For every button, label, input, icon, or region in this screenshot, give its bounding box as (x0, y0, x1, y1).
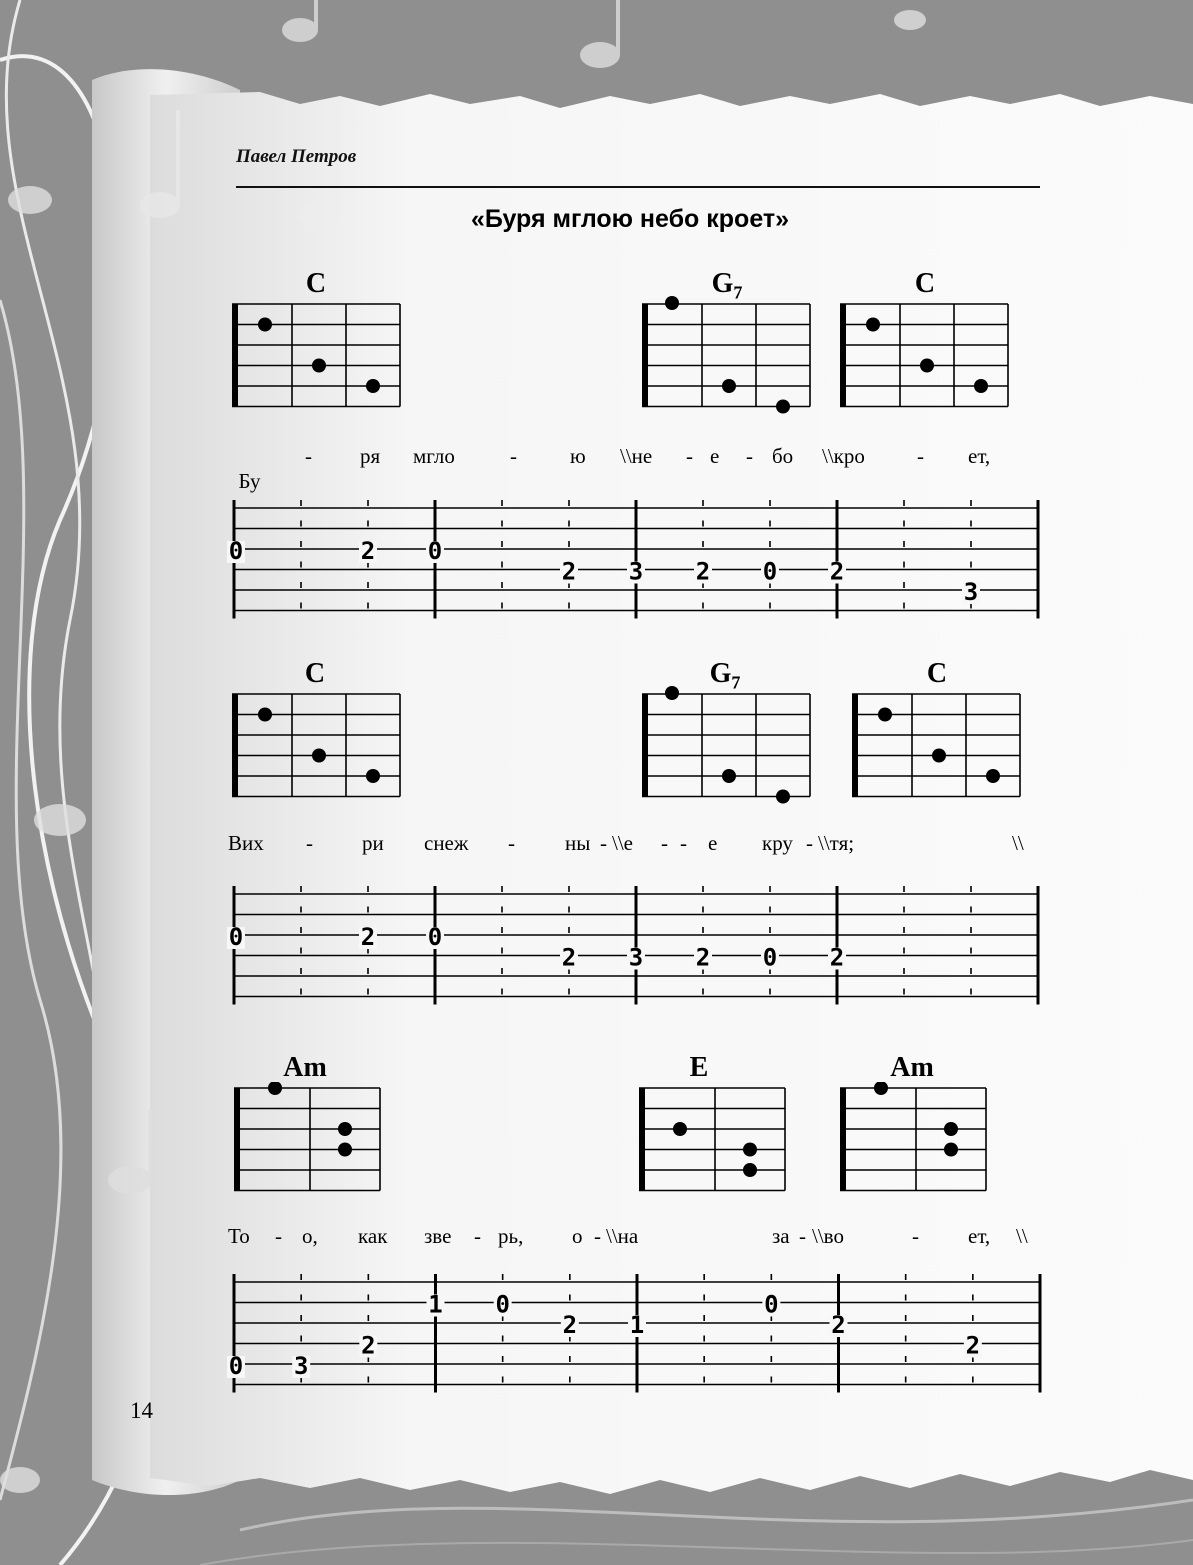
lyric-syllable: \\не (620, 444, 653, 468)
guitar-tab-staff (226, 882, 1046, 1012)
guitar-tab-staff (226, 496, 1046, 626)
chord-nut (840, 304, 846, 407)
tab-fret-number: 2 (965, 1331, 981, 1360)
author-name: Павел Петров (236, 146, 357, 167)
lyric-syllable: То (228, 1224, 250, 1248)
chord-name: $G_7$ (709, 658, 741, 693)
finger-dot (874, 1082, 888, 1095)
finger-dot (665, 686, 679, 700)
lyric-syllable: за (772, 1224, 790, 1248)
finger-dot (974, 379, 988, 393)
lyric-syllable: ю (570, 444, 586, 468)
finger-dot (268, 1082, 282, 1095)
finger-dot (338, 1122, 352, 1136)
chord-name: Am (283, 1052, 327, 1083)
lyric-syllable: мгло (413, 444, 455, 468)
chord-diagram-g7 (636, 682, 816, 804)
lyric-syllable: \\ (1012, 831, 1024, 855)
chord-diagram-c (846, 688, 1026, 804)
tab-fret-number: 0 (427, 537, 443, 565)
tab-fret-number: 0 (762, 557, 778, 586)
finger-dot (944, 1143, 958, 1157)
chord-diagram-am (228, 1082, 388, 1198)
lyric-syllable: \\во (812, 1224, 844, 1248)
lyric-syllable: - (661, 831, 668, 855)
tab-fret-number: 2 (561, 943, 577, 972)
chord-diagram-c (834, 298, 1014, 414)
chord-name: E (689, 1052, 709, 1083)
lyric-syllable: \\кро (822, 444, 865, 468)
lyric-syllable: ет, (968, 444, 991, 468)
finger-dot (743, 1163, 757, 1177)
lyric-syllable: - (799, 1224, 806, 1248)
lyric-syllable: ны (565, 831, 591, 855)
tab-fret-number: 2 (360, 923, 376, 951)
lyric-syllable: - (600, 831, 607, 855)
tab-fret-number: 0 (228, 923, 244, 951)
lyric-syllable: - (686, 444, 693, 468)
lyric-syllable: е (708, 831, 718, 855)
lyric-syllable: - (917, 444, 924, 468)
tab-fret-number: 0 (228, 537, 244, 565)
tab-fret-number: 3 (963, 578, 979, 606)
chord-name: C (914, 268, 936, 299)
tab-fret-number: 0 (764, 1290, 779, 1319)
lyric-syllable: - (508, 831, 515, 855)
lyric-syllable: - (275, 1224, 282, 1248)
tab-fret-number: 2 (831, 1311, 846, 1339)
lyric-syllable: - (806, 831, 813, 855)
finger-dot (776, 790, 790, 804)
lyric-syllable: \\е (612, 831, 633, 855)
tab-fret-number: 0 (427, 923, 443, 951)
lyric-syllable: \\на (606, 1224, 639, 1248)
finger-dot (673, 1122, 687, 1136)
lyric-syllable: - (474, 1224, 481, 1248)
tab-fret-number: 3 (628, 943, 644, 972)
tab-fret-number: 0 (762, 943, 778, 972)
chord-name: C (305, 268, 327, 299)
lyric-syllable: е (710, 444, 720, 468)
lyric-syllable: как (358, 1224, 388, 1248)
tab-fret-number: 2 (561, 557, 577, 586)
lyric-syllable: ря (360, 444, 381, 468)
lyric-syllable: \\тя; (818, 831, 855, 855)
lyric-syllable: \\ (1016, 1224, 1028, 1248)
tab-fret-number: 3 (628, 557, 644, 586)
chord-nut (642, 304, 648, 407)
finger-dot (722, 769, 736, 783)
chord-diagram-am (834, 1082, 994, 1198)
chord-diagram-c (226, 688, 406, 804)
lyric-syllable: рь, (498, 1224, 524, 1248)
lyric-syllable: о, (302, 1224, 318, 1248)
lyric-syllable: ри (362, 831, 384, 855)
lyric-syllable: - (746, 444, 753, 468)
lyric-syllable: - (306, 831, 313, 855)
tab-fret-number: 2 (695, 943, 711, 972)
tab-fret-number: 0 (495, 1290, 510, 1319)
lyric-syllable: - (510, 444, 517, 468)
guitar-tab-staff (226, 1270, 1048, 1400)
header-rule (236, 186, 1040, 188)
tab-fret-number: 1 (428, 1290, 443, 1319)
finger-dot (866, 318, 880, 332)
tab-fret-number: 2 (695, 557, 711, 586)
chord-nut (232, 694, 238, 797)
finger-dot (366, 379, 380, 393)
lyric-syllable: бо (772, 444, 794, 468)
finger-dot (920, 359, 934, 373)
lyric-syllable: зве (424, 1224, 452, 1248)
chord-diagram-e (633, 1082, 793, 1198)
page-number: 14 (130, 1398, 153, 1423)
chord-name: $G_7$ (711, 268, 743, 303)
lyric-syllable: снеж (424, 831, 469, 855)
chord-diagram-c (226, 298, 406, 414)
lyric-syllable: Вих (228, 831, 264, 855)
finger-dot (986, 769, 1000, 783)
chord-nut (234, 1088, 240, 1191)
tab-fret-number: 2 (562, 1311, 578, 1339)
tab-fret-number: 2 (829, 943, 845, 972)
tab-fret-number: 1 (629, 1311, 645, 1339)
lyric-syllable: - (680, 831, 687, 855)
chord-name: C (304, 658, 326, 689)
chord-nut (852, 694, 858, 797)
finger-dot (878, 708, 892, 722)
lyric-syllable: - (305, 444, 312, 468)
lyric-syllable: - (912, 1224, 919, 1248)
lyric-syllable: ет, (968, 1224, 991, 1248)
finger-dot (665, 296, 679, 310)
lyric-line: Бу (238, 469, 261, 493)
tab-fret-number: 2 (360, 537, 376, 565)
finger-dot (944, 1122, 958, 1136)
finger-dot (258, 708, 272, 722)
finger-dot (338, 1143, 352, 1157)
tab-fret-number: 2 (829, 557, 845, 586)
chord-diagram-g7 (636, 292, 816, 414)
chord-nut (840, 1088, 846, 1191)
finger-dot (722, 379, 736, 393)
chord-nut (642, 694, 648, 797)
chord-name: C (926, 658, 948, 689)
tab-fret-number: 3 (293, 1352, 309, 1380)
lyric-syllable: о (572, 1224, 583, 1248)
song-title: «Буря мглою небо кроет» (470, 205, 790, 233)
finger-dot (312, 359, 326, 373)
lyric-syllable: кру (762, 831, 793, 855)
finger-dot (312, 749, 326, 763)
finger-dot (932, 749, 946, 763)
finger-dot (743, 1143, 757, 1157)
chord-nut (232, 304, 238, 407)
tab-fret-number: 2 (361, 1331, 376, 1360)
chord-name: Am (890, 1052, 934, 1083)
chord-nut (639, 1088, 645, 1191)
lyric-syllable: - (594, 1224, 601, 1248)
finger-dot (776, 400, 790, 414)
tab-fret-number: 0 (228, 1352, 244, 1380)
finger-dot (366, 769, 380, 783)
finger-dot (258, 318, 272, 332)
